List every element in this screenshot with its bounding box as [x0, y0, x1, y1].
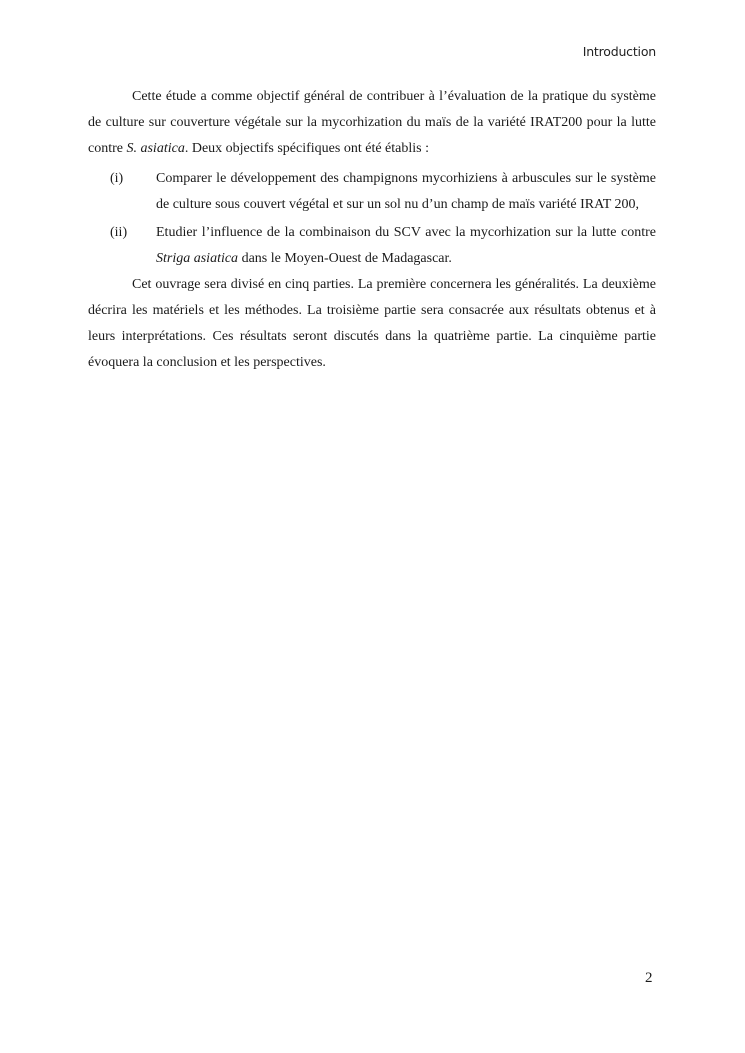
species-name-italic: Striga asiatica [156, 251, 239, 266]
list-item [88, 220, 656, 272]
objective-text-before: Etudier l’influence de la combinaison du SCV avec la mycorhization sur la lutte contre [156, 225, 656, 240]
intro-text-part2: . Deux objectifs spécifiques ont été établis : [184, 141, 429, 156]
page-number: 2 [645, 970, 653, 986]
list-item [88, 166, 656, 218]
running-header: Introduction [582, 44, 656, 59]
objectives-list [88, 166, 656, 272]
page-body [88, 84, 656, 376]
objective-text [156, 220, 656, 272]
outline-paragraph: Cet ouvrage sera divisé en cinq parties. La première concernera les généralités. La deuxième décrira les matériels et les méthodes. La troisième partie sera consacrée aux résultats obtenus et à leurs interprétations. Ces résultats seront discutés dans la quatrième partie. La cinquième partie évoquera la conclusion et les perspectives. [88, 277, 656, 370]
objective-text-after: dans le Moyen-Ouest de Madagascar. [238, 251, 452, 266]
objective-text: Comparer le développement des champignons mycorhiziens à arbuscules sur le système de culture sous couvert végétal et sur un sol nu d’un champ de maïs variété IRAT 200, [156, 171, 656, 212]
list-marker: (ii) [110, 225, 128, 240]
intro-text-part1: Cette étude a comme objectif général de contribuer à l’évaluation de la pratique du système de culture sur couverture végétale sur la mycorhization du maïs de la variété IRAT200 pour la lutte contre [88, 89, 656, 156]
species-name-italic: S. asiatica [126, 141, 185, 156]
intro-paragraph [88, 84, 656, 162]
list-marker: (i) [110, 171, 124, 186]
